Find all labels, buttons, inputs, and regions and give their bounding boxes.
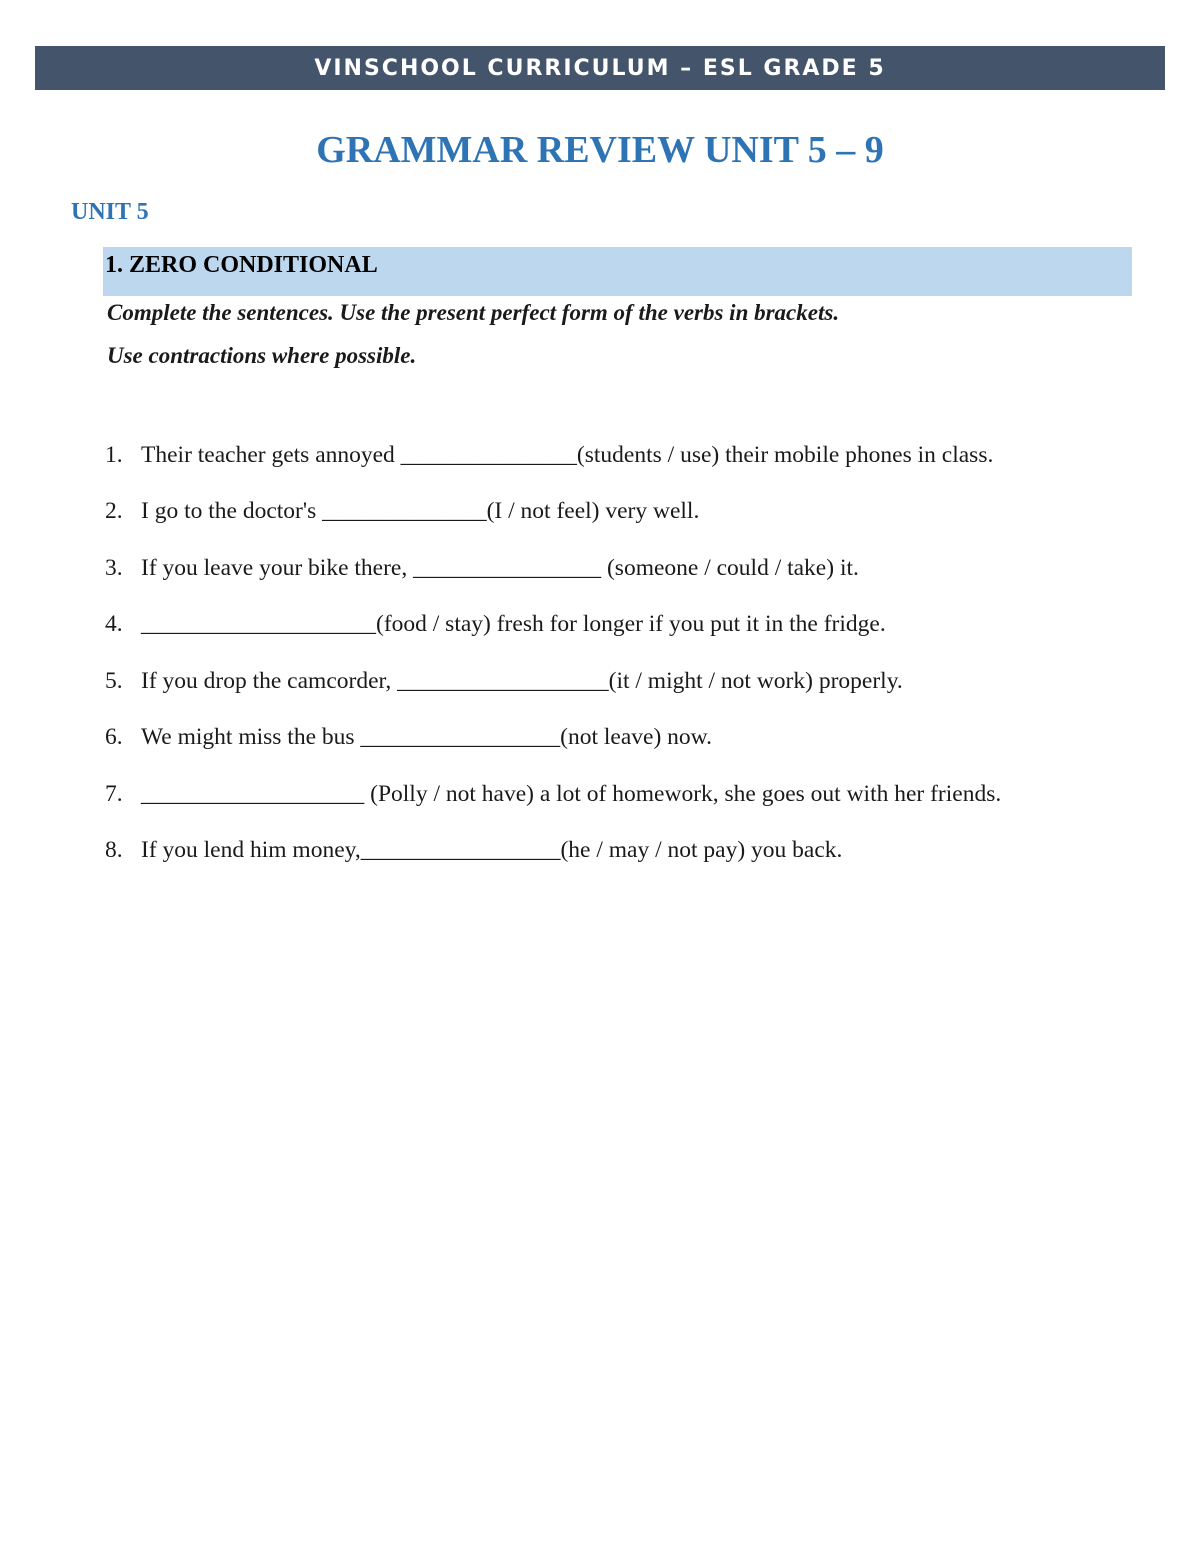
exercise-item [105, 722, 712, 752]
exercise-item [105, 553, 859, 583]
header-banner [35, 46, 1165, 90]
exercise-text: If you lend him money,_________________(he / may / not pay) you back. [141, 837, 843, 863]
exercise-text: ___________________ (Polly / not have) a lot of homework, she goes out with her friends. [141, 781, 1002, 807]
unit-heading: UNIT 5 [71, 199, 149, 225]
section-title: 1. ZERO CONDITIONAL [105, 252, 378, 278]
exercise-number: 8. [105, 837, 123, 863]
exercise-text: I go to the doctor's ______________(I / not feel) very well. [141, 498, 700, 524]
exercise-text: We might miss the bus _________________(not leave) now. [141, 724, 712, 750]
exercise-number: 7. [105, 781, 123, 807]
instruction-line-2: Use contractions where possible. [107, 343, 417, 368]
section-bar [103, 247, 1132, 296]
exercise-item [105, 609, 886, 639]
header-banner-text: VINSCHOOL CURRICULUM – ESL GRADE 5 [314, 55, 886, 81]
exercise-number: 3. [105, 555, 123, 581]
exercise-text: If you leave your bike there, ________________ (someone / could / take) it. [141, 555, 859, 581]
exercise-item [105, 835, 842, 865]
exercise-item [105, 666, 903, 696]
exercise-number: 1. [105, 442, 123, 468]
exercise-number: 6. [105, 724, 123, 750]
exercise-number: 2. [105, 498, 123, 524]
exercise-item [105, 496, 699, 526]
exercise-item [105, 440, 993, 470]
exercise-number: 5. [105, 668, 123, 694]
exercise-text: ____________________(food / stay) fresh for longer if you put it in the fridge. [141, 611, 886, 637]
exercise-item [105, 779, 1001, 809]
exercise-number: 4. [105, 611, 123, 637]
exercise-text: If you drop the camcorder, __________________(it / might / not work) properly. [141, 668, 903, 694]
instruction-line-1: Complete the sentences. Use the present perfect form of the verbs in brackets. [107, 300, 840, 325]
page-title: GRAMMAR REVIEW UNIT 5 – 9 [316, 129, 884, 171]
exercise-text: Their teacher gets annoyed _______________(students / use) their mobile phones in class. [141, 442, 994, 468]
